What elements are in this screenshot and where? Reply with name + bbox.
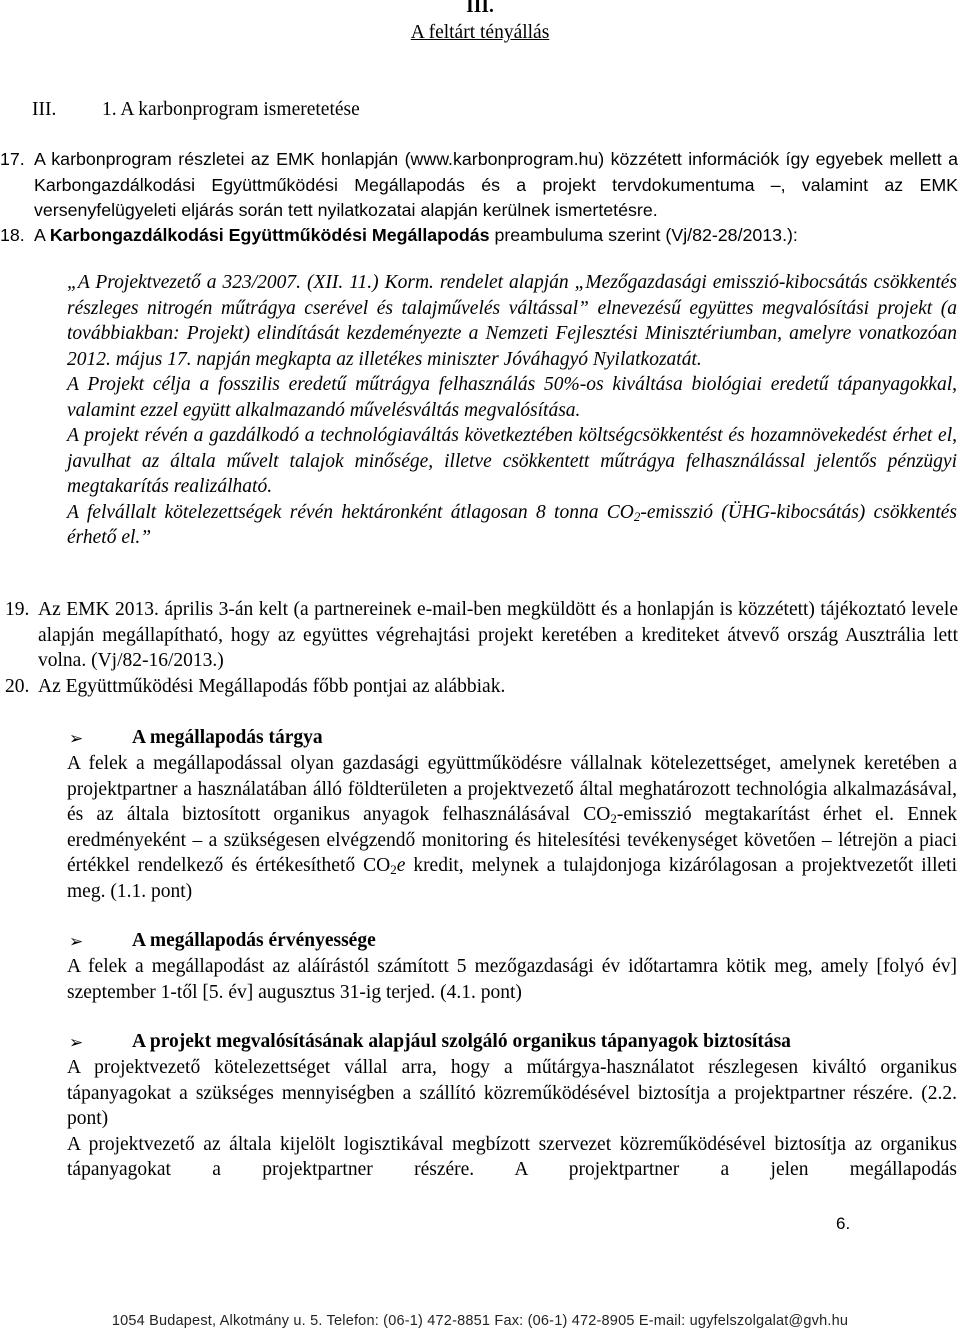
subscript: 2 (633, 508, 641, 524)
bullet-paragraph: A projektvezető az általa kijelölt logisztikával megbízott szervezet közreműködésével biztosítja az organikus tápanyagokat a projektpartner részére. A projektpartner a jelen megállapodás (67, 1133, 957, 1180)
section-number: III. (32, 99, 57, 120)
text-run: kredit, melynek a tulajdonjoga kizárólagosan a projektvezetőt illeti meg. (1.1. pont) (67, 855, 957, 902)
bullet-heading: A megállapodás tárgya (132, 727, 323, 748)
paragraph-text: A karbonprogram részletei az EMK honlapján (www.karbonprogram.hu) közzétett információk így egyebek mellett a Karbongazdálkodási Együttműködési Megállapodás és a projekt tervdokumentuma –, valamint az EMK versenyfelügyeleti eljárás során tett nyilatkozatai alapján kerülnek ismertetésre. (34, 149, 958, 220)
arrow-bullet-icon: ➢ (69, 729, 84, 749)
text-run: A felek a megállapodással olyan gazdasági együttműködésre vállalnak kötelezettséget, amelynek keretében a projektpartner a használatában álló földterületen a projektvezető által meghatározott technológia alkalmazásával, és az általa biztosított organikus anyagok felhasználásával CO (67, 753, 957, 825)
chapter-number: III. (466, 0, 494, 17)
paragraph-text: Az EMK 2013. április 3-án kelt (a partnereinek e-mail-ben megküldött és a honlapján is közzétett) tájékoztató levele alapján megállapítható, hogy az együttes végrehajtási projekt keretében a krediteket átvevő ország Ausztrália lett volna. (Vj/82-16/2013.) (38, 599, 958, 671)
agreement-name: Karbongazdálkodási Együttműködési Megállapodás (49, 225, 490, 245)
paragraph-number: 17. (0, 149, 25, 169)
subscript: 2 (610, 811, 617, 826)
bullet-text (67, 751, 957, 904)
subscript: 2 (390, 862, 397, 877)
bullet-heading: A megállapodás érvényessége (132, 930, 376, 951)
text-run: A felvállalt kötelezettségek révén hektáronként átlagosan 8 tonna CO (67, 501, 634, 523)
text-run: -emisszió megtakarítást érhet el. Ennek eredményeként – a szükségesen elvégzendő monitoring és hitelesítési tevékenységet követően – létrejön a piaci értékkel rendelkező és értékesíthető CO (67, 804, 958, 876)
arrow-bullet-icon: ➢ (69, 1033, 84, 1053)
arrow-bullet-icon: ➢ (69, 932, 84, 952)
text-run: -emisszió (ÜHG-kibocsátás) csökkentés érhető el.” (67, 501, 957, 548)
paragraph-number: 19. (5, 599, 30, 620)
text-run: preambuluma szerint (Vj/82-28/2013.): (489, 225, 798, 245)
footer-contact: 1054 Budapest, Alkotmány u. 5. Telefon: (06-1) 472-8851 Fax: (06-1) 472-8905 E-mail: ugyfelszolgalat@gvh.hu (111, 1313, 849, 1329)
paragraph-text (34, 223, 958, 249)
section-title: 1. A karbonprogram ismeretetése (102, 99, 360, 120)
text-run: A (34, 225, 50, 245)
paragraph-number: 18. (0, 225, 25, 245)
quote-paragraph: A projekt révén a gazdálkodó a technológiaváltás következtében költségcsökkentést és hozamnövekedést érhet el, javulhat az általa művelt talajok minősége, illetve csökkentett műtrágya felhasználással jelentős pénzügyi megtakarítás realizálható. (67, 425, 957, 497)
chapter-title: A feltárt tényállás (410, 22, 550, 43)
quote-paragraph (67, 500, 957, 551)
paragraph-text: Az Együttműködési Megállapodás főbb pontjai az alábbiak. (38, 676, 506, 697)
paragraph-number: 20. (5, 676, 30, 697)
italic-e: e (396, 855, 406, 876)
bullet-heading: A projekt megvalósításának alapjául szolgáló organikus tápanyagok biztosítása (132, 1031, 791, 1052)
quote-paragraph: „A Projektvezető a 323/2007. (XII. 11.) Korm. rendelet alapján „Mezőgazdasági emisszió-kibocsátás csökkentés részleges nitrogén műtrágya cserével és talajművelés váltással” elnevezésű együttes megvalósítási projekt (a továbbiakban: Projekt) elindítását kezdeményezte a Nemzeti Fejlesztési Minisztériumban, amelyre vonatkozóan 2012. május 17. napján megkapta az illetékes miniszter Jóváhagyó Nyilatkozatát. (67, 272, 957, 370)
bullet-paragraph: A projektvezető kötelezettséget vállal arra, hogy a műtárgya-használatot részlegesen kiváltó organikus tápanyagokat a szükséges mennyiségben a szállító közreműködésével biztosítja a projektpartner részére. (2.2. pont) (67, 1057, 957, 1129)
quote-paragraph: A Projekt célja a fosszilis eredetű műtrágya felhasználás 50%-os kiváltása biológiai eredetű tápanyagokkal, valamint ezzel együtt alkalmazandó művelésváltás megvalósítása. (67, 374, 957, 421)
bullet-text (67, 1055, 957, 1183)
page-number: 6. (836, 1214, 851, 1233)
quote-block (67, 270, 957, 551)
bullet-text: A felek a megállapodást az aláírástól számított 5 mezőgazdasági év időtartamra kötik meg, amely [folyó év] szeptember 1-től [5. év] augusztus 31-ig terjed. (4.1. pont) (67, 956, 957, 1003)
paragraph-text-wrapper (38, 597, 958, 674)
